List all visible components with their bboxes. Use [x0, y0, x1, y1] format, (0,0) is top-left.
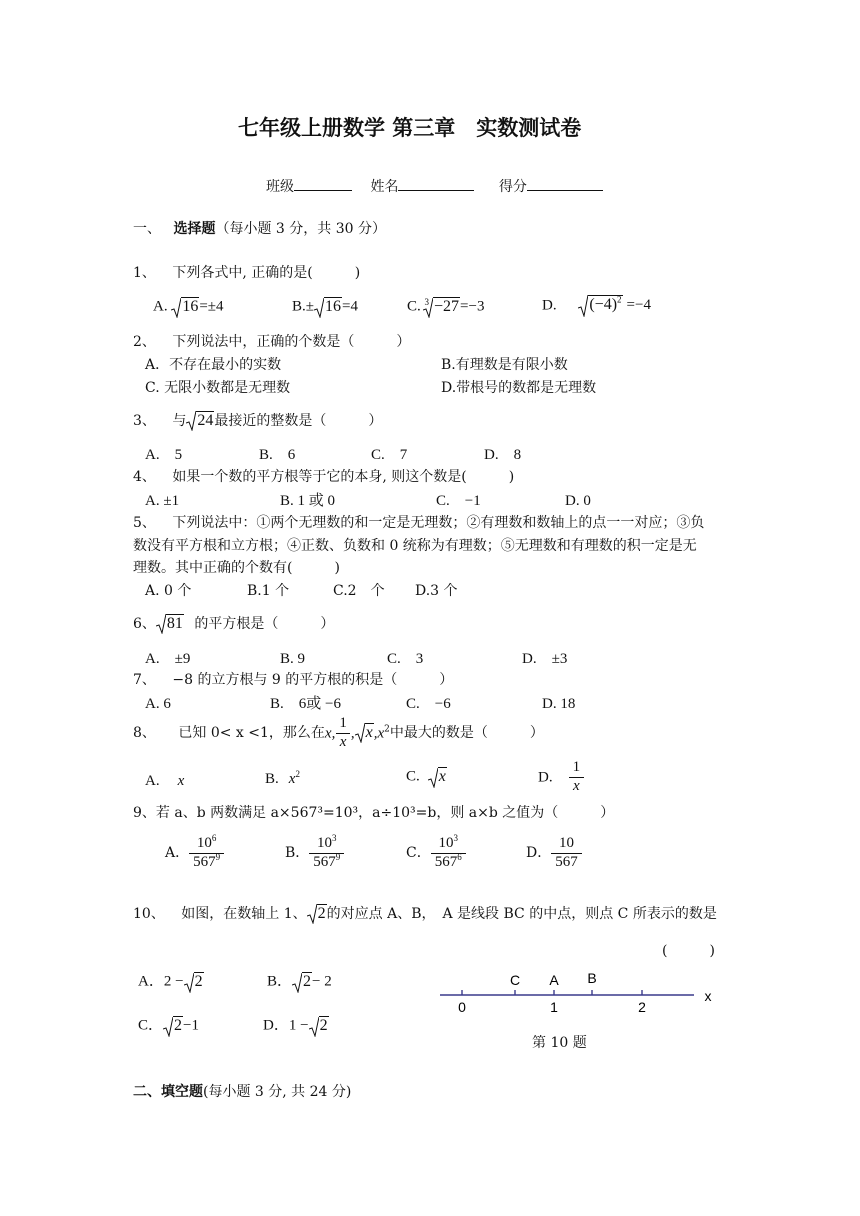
question-text-post: 最接近的整数是（ ）	[214, 413, 383, 429]
question-4	[133, 469, 514, 486]
point-label-b: B	[587, 970, 597, 986]
q4-option-b: B. 1 或 0	[280, 493, 336, 509]
fraction-one-over-x	[335, 716, 351, 751]
q8-option-c	[406, 767, 447, 788]
q3-option-a: A. 5	[145, 447, 183, 463]
option-label: A.	[145, 773, 160, 789]
page-title: 七年级上册数学 第三章 实数测试卷	[238, 116, 582, 140]
option-pre: 1 −	[288, 1017, 309, 1034]
q4-option-d: D. 0	[565, 493, 591, 509]
question-number: 6、	[133, 616, 156, 632]
q6-option-d: D. ±3	[522, 651, 568, 667]
question-1	[133, 265, 360, 282]
q7-option-a: A. 6	[145, 696, 171, 712]
q10-option-b	[267, 972, 332, 993]
q9-option-a	[165, 833, 224, 871]
sqrt-symbol	[309, 1016, 329, 1037]
option-label: C．	[406, 844, 431, 861]
question-number: 4、	[133, 469, 156, 485]
radicand: 2	[319, 1017, 328, 1034]
q10-option-d	[263, 1016, 329, 1037]
exponent: 6	[211, 833, 217, 843]
question-3	[133, 411, 382, 431]
denominator: 567	[193, 853, 216, 870]
q2-option-c: C. 无限小数都是无理数	[145, 380, 291, 396]
option-rest: =−3	[460, 298, 485, 315]
q5-option-d: D.3 个	[415, 583, 458, 599]
math-comma: ,	[350, 725, 355, 742]
question-text-line-1: 下列说法中：①两个无理数的和一定是无理数；②有理数和数轴上的点一一对应；③负	[172, 515, 705, 531]
question-text-line-2: 数没有平方根和立方根；④正数、负数和 0 统称为有理数；⑤无理数和有理数的积一定是无	[133, 538, 697, 554]
q6-option-b: B. 9	[280, 651, 306, 667]
question-number: 5、	[133, 515, 156, 531]
radicand: 16	[325, 298, 341, 315]
cbrt-symbol	[423, 297, 460, 318]
q4-option-c: C. −1	[436, 493, 481, 509]
section-1-number: 一、	[133, 221, 161, 237]
numerator: 10	[317, 835, 333, 851]
exponent: 2	[617, 295, 622, 306]
option-label: D.	[542, 297, 557, 314]
fraction-denominator: x	[569, 777, 584, 795]
question-number: 9、	[133, 805, 156, 821]
q3-option-c: C. 7	[371, 447, 408, 463]
exponent: 6	[457, 851, 462, 862]
option-label: C．	[138, 1017, 164, 1034]
section-1-note: （每小题 3 分，共 30 分）	[215, 221, 386, 237]
option-pre: 2 −	[163, 973, 184, 990]
numerator: 10	[438, 835, 454, 851]
figure-caption: 第 10 题	[532, 1035, 587, 1051]
q1-option-b	[292, 297, 358, 318]
exponent: 2	[384, 724, 390, 735]
point-label-a: A	[549, 972, 559, 988]
q2-option-a: A．不存在最小的实数	[145, 357, 282, 373]
question-2	[133, 334, 410, 351]
fraction-one-over-x	[569, 760, 585, 795]
option-label: A.	[153, 298, 168, 315]
option-post: − 2	[312, 973, 332, 990]
number-line-diagram	[436, 965, 726, 1021]
question-text: 如果一个数的平方根等于它的本身, 则这个数是( )	[172, 469, 515, 485]
sqrt-symbol	[186, 411, 214, 431]
exponent: 3	[453, 833, 458, 843]
q7-option-d: D. 18	[542, 696, 576, 712]
option-rest: =−4	[626, 297, 651, 314]
sqrt-symbol	[171, 297, 199, 318]
question-number: 10、	[133, 906, 165, 922]
radicand: (−4)	[589, 296, 618, 314]
numerator: 10	[558, 835, 574, 851]
math-x-squared: ,x	[373, 725, 385, 742]
option-value: x	[177, 773, 185, 789]
fraction-denominator: x	[336, 733, 351, 751]
question-number: 8、	[133, 724, 156, 741]
tick-label-1: 1	[550, 999, 558, 1015]
section-2-title: 二、填空题	[133, 1084, 203, 1100]
exponent: 9	[215, 851, 221, 862]
point-label-c: C	[509, 972, 521, 988]
sqrt-symbol	[578, 295, 622, 317]
q6-option-a: A. ±9	[145, 651, 191, 667]
q4-option-a: A. ±1	[145, 493, 180, 509]
option-label: D．	[526, 844, 552, 861]
option-value: x	[288, 771, 296, 787]
denominator: 567	[555, 853, 578, 870]
q5-option-b: B.1 个	[247, 583, 290, 599]
radicand: x	[438, 768, 446, 785]
section-2-header	[133, 1084, 351, 1101]
radicand: 2	[317, 905, 326, 922]
option-rest: =±4	[199, 298, 224, 315]
q1-option-d	[542, 295, 651, 317]
radicand: −27	[434, 298, 460, 315]
q1-option-c	[407, 297, 484, 318]
question-text-post: 的对应点 A、B， A 是线段 BC 的中点，则点 C 所表示的数是	[326, 906, 717, 922]
math-x: x,	[324, 725, 336, 742]
numerator: 10	[196, 835, 212, 851]
question-text-pre: 与	[172, 413, 187, 429]
q8-option-a	[145, 772, 184, 790]
sqrt-symbol	[292, 972, 312, 993]
section-2-note: (每小题 3 分, 共 24 分)	[203, 1084, 352, 1100]
question-number: 2、	[133, 334, 156, 350]
axis-variable-label: x	[704, 988, 712, 1004]
question-number: 7、	[133, 672, 156, 688]
q7-option-c: C. −6	[406, 696, 451, 712]
section-1-header	[133, 221, 386, 238]
question-text: 下列说法中，正确的个数是（ ）	[172, 334, 411, 350]
question-text: 的平方根是（ ）	[194, 616, 335, 632]
radicand: 16	[182, 298, 199, 315]
score-blank	[527, 176, 603, 191]
radicand: 2	[194, 973, 203, 990]
question-10	[133, 904, 717, 924]
q6-option-c: C. 3	[387, 651, 424, 667]
option-label: C.	[406, 768, 420, 785]
sqrt-symbol	[163, 1016, 183, 1037]
question-text-line-3: 理数。其中正确的个数有( )	[133, 560, 340, 576]
option-label: B.	[265, 771, 279, 787]
question-text-pre: 如图，在数轴上 1、	[181, 906, 307, 922]
question-5	[133, 515, 704, 532]
sqrt-symbol	[428, 767, 447, 788]
option-label: D.	[538, 769, 553, 786]
question-text: 若 a、b 两数满足 a×567³=10³，a÷10³=b，则 a×b 之值为（ ）	[155, 805, 615, 821]
question-text-post: 中最大的数是（ ）	[389, 724, 544, 741]
name-blank	[398, 176, 474, 191]
option-label: A．	[165, 844, 190, 861]
q10-option-c	[138, 1016, 199, 1037]
question-number: 3、	[133, 413, 156, 429]
question-text-pre: 已知 0< x <1，那么在	[178, 724, 325, 741]
option-label: D．	[263, 1017, 289, 1034]
question-number: 1、	[133, 265, 156, 281]
cube-root-index: 3	[424, 296, 430, 307]
name-label: 姓名	[370, 179, 399, 195]
option-label: B．	[267, 973, 293, 990]
question-9	[133, 805, 614, 822]
option-label: C.	[407, 298, 421, 315]
question-8	[133, 716, 544, 751]
denominator: 567	[434, 853, 458, 870]
q9-option-d	[526, 836, 582, 871]
sqrt-symbol	[184, 972, 204, 993]
sqrt-symbol	[355, 723, 374, 743]
radicand: x	[365, 724, 373, 742]
sqrt-symbol	[156, 614, 184, 634]
q3-option-b: B. 6	[259, 447, 296, 463]
q2-option-d: D.带根号的数都是无理数	[441, 380, 597, 396]
radicand: 24	[197, 412, 214, 429]
radicand: 2	[174, 1017, 183, 1034]
q5-option-a: A. 0 个	[145, 583, 192, 599]
q8-option-d	[538, 760, 584, 795]
exponent: 3	[332, 833, 337, 843]
q3-option-d: D. 8	[484, 447, 522, 463]
header-fields	[266, 176, 603, 196]
section-1-title: 选择题	[173, 221, 216, 237]
sqrt-symbol	[307, 904, 327, 924]
option-label: A．	[138, 973, 164, 990]
answer-parenthesis: ( )	[662, 943, 715, 959]
radicand: 2	[303, 973, 312, 990]
question-text: −8 的立方根与 9 的平方根的积是（ ）	[172, 672, 454, 688]
radicand: 81	[166, 615, 183, 632]
option-post: −1	[183, 1017, 199, 1034]
question-text: 下列各式中, 正确的是( )	[172, 265, 361, 281]
class-blank	[294, 176, 352, 191]
q9-option-b	[285, 833, 344, 871]
option-rest: =4	[342, 298, 358, 315]
denominator: 567	[313, 853, 336, 870]
question-6	[133, 614, 334, 634]
score-label: 得分	[498, 179, 527, 195]
fraction-numerator: 1	[572, 759, 581, 775]
option-label: B．	[285, 844, 310, 861]
exponent: 2	[295, 769, 300, 779]
q7-option-b: B. 6或 −6	[270, 696, 341, 712]
class-label: 班级	[266, 179, 294, 195]
q10-option-a	[138, 972, 204, 993]
q8-option-b	[265, 770, 300, 788]
question-7	[133, 672, 453, 689]
tick-label-2: 2	[638, 999, 646, 1015]
q1-option-a	[153, 297, 224, 318]
exponent: 9	[335, 851, 341, 862]
fraction-numerator: 1	[339, 715, 347, 731]
sqrt-symbol	[314, 297, 342, 318]
q5-option-c: C.2 个	[333, 583, 385, 599]
option-label: B.±	[292, 298, 314, 315]
q9-option-c	[406, 833, 466, 871]
q2-option-b: B.有理数是有限小数	[441, 357, 568, 373]
tick-label-0: 0	[458, 999, 466, 1015]
